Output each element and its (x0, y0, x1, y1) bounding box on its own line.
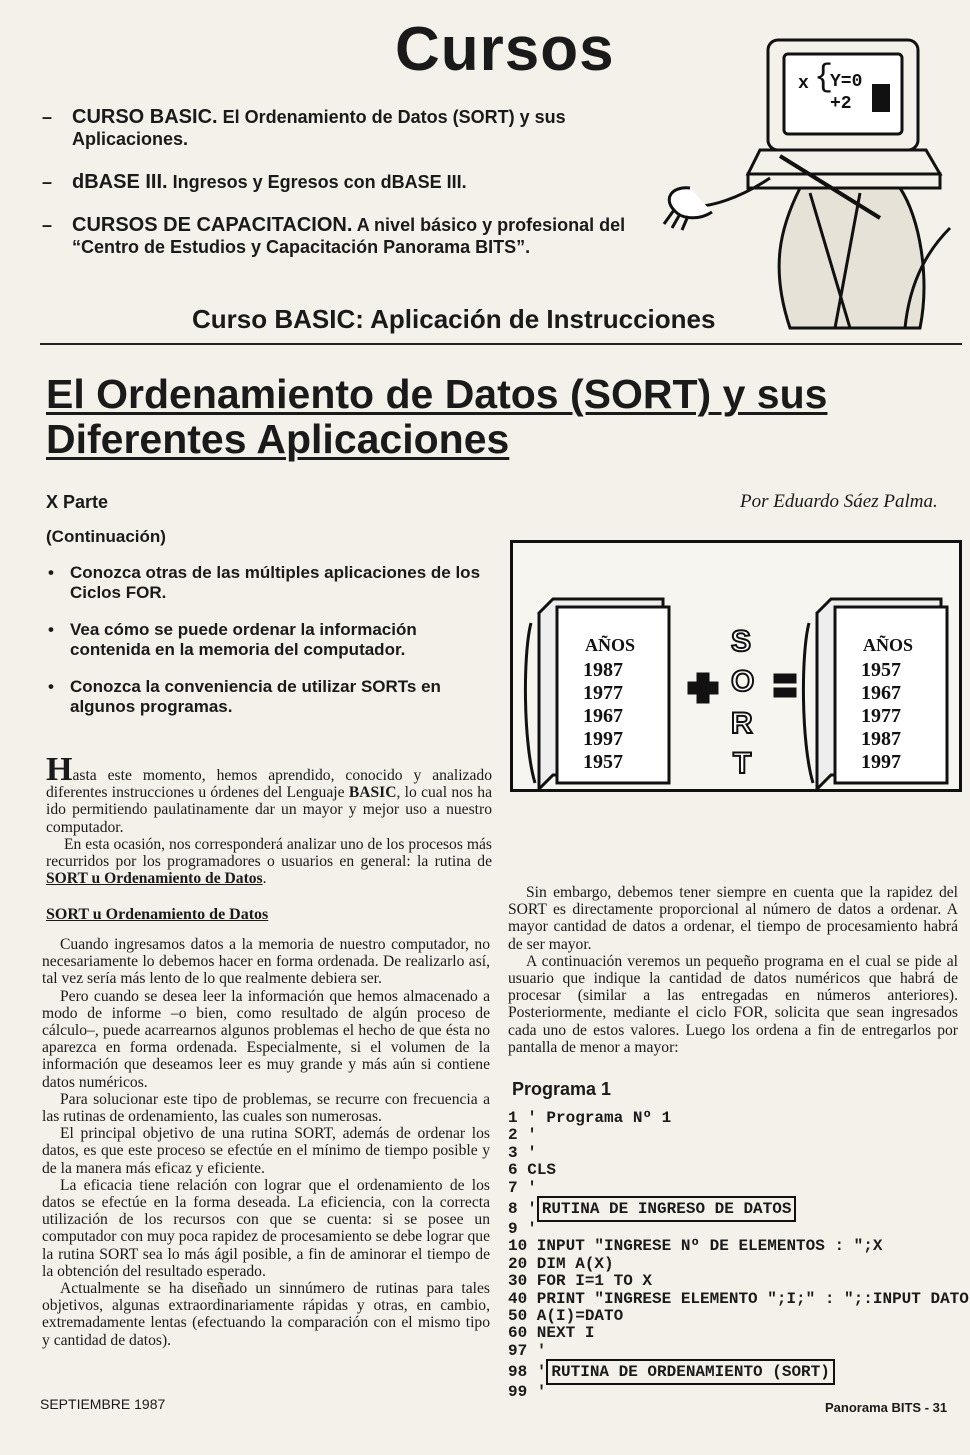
code-line (508, 1384, 969, 1401)
code-line (508, 1273, 969, 1290)
line-number: 40 (508, 1289, 528, 1308)
paragraph: Actualmente se ha diseñado un sinnúmero de rutinas para tales objetivos, algunas extraordinariamente rápidas y otras, en cambio, extremadamente lentas (efectuando la comparación con el mismo tipo y cantidad de datos). (42, 1280, 490, 1349)
sort-letter: T (733, 747, 752, 780)
code-line (508, 1291, 969, 1308)
left-year: 1997 (583, 728, 623, 750)
line-number: 2 (508, 1126, 518, 1145)
line-code: ' Programa Nº 1 (517, 1109, 672, 1127)
intro-text: Hasta este momento, hemos aprendido, conocido y analizado diferentes instrucciones u órdenes del Lenguaje BASIC, lo cual nos ha ido permitiendo paulatinamente dar un mayor y mejor uso a nuestro computador. En esta ocasión, nos corresponderá analizar uno de los procesos más recurridos por los programadores o usuarios en general: la rutina de SORT u Ordenamiento de Datos. (46, 751, 492, 888)
toc-item-dbase: – dBASE III. Ingresos y Egresos con dBASE III. (42, 171, 467, 193)
sort-letter: R (731, 707, 753, 740)
code-line (508, 1180, 969, 1197)
code-line (508, 1127, 969, 1144)
paragraph: A continuación veremos un pequeño programa en el cual se pide al usuario que indique la cantidad de datos numéricos que habrá de procesar (similar a las entregadas en números anteriores). Posteriormente, mediante el ciclo FOR, solicita que sean ingresados cada uno de estos valores. Luego los ordena a fin de entregarlos por pantalla de menor a mayor: (508, 952, 958, 1056)
line-number: 1 (508, 1109, 518, 1127)
computer-man-illustration (660, 28, 960, 348)
screen-line2: +2 (830, 94, 852, 114)
line-code: ' (517, 1219, 537, 1238)
code-line (508, 1343, 969, 1360)
line-code: ' (517, 1143, 537, 1162)
sort-letter: O (731, 665, 755, 698)
right-year: 1987 (861, 728, 901, 750)
toc-text: A nivel básico y profesional del “Centro de Estudios y Capacitación Panorama BITS”. (72, 215, 626, 257)
code-line (508, 1145, 969, 1162)
left-year: 1967 (583, 705, 623, 727)
line-code: ' (527, 1383, 547, 1402)
right-header: AÑOS (863, 635, 914, 655)
line-code: PRINT "INGRESE ELEMENTO ";I;" : ";:INPUT DATO (527, 1289, 969, 1308)
line-code: FOR I=1 TO X (527, 1272, 653, 1291)
program-listing (508, 1110, 969, 1401)
line-code: A(I)=DATO (527, 1306, 624, 1325)
code-line (508, 1197, 969, 1221)
line-number: 8 (508, 1199, 518, 1218)
toc-lead: dBASE III. (72, 171, 168, 193)
toc-text: El Ordenamiento de Datos (SORT) y sus Aplicaciones. (72, 107, 566, 149)
toc-text: Ingresos y Egresos con dBASE III. (167, 172, 467, 192)
toc-lead: CURSO BASIC. (72, 106, 218, 128)
line-number: 3 (508, 1143, 518, 1162)
sort-diagram (513, 543, 959, 789)
article-title (46, 372, 827, 462)
line-code: ' (527, 1363, 547, 1382)
code-line (508, 1360, 969, 1384)
line-code: ' (517, 1178, 537, 1197)
list-item: • Conozca la conveniencia de utilizar SORTs en algunos programas. (48, 677, 441, 716)
screen-line1: Y=0 (830, 72, 863, 92)
line-code: NEXT I (527, 1324, 595, 1343)
line-number: 98 (508, 1363, 528, 1382)
left-year: 1977 (583, 682, 623, 704)
sort-letter: S (731, 625, 752, 658)
paragraph: Sin embargo, debemos tener siempre en cuenta que la rapidez del SORT es directamente proporcional al número de datos a ordenar. A mayor cantidad de datos a ordenar, el tiempo de procesamiento habrá de ser mayor. (508, 884, 958, 953)
toc-item-basic: – CURSO BASIC. El Ordenamiento de Datos (SORT) y sus Aplicaciones. (42, 106, 566, 149)
code-line (508, 1221, 969, 1238)
line-code: ' (517, 1126, 537, 1145)
sort-figure (510, 540, 962, 792)
line-number: 9 (508, 1219, 518, 1238)
paragraph: Cuando ingresamos datos a la memoria de nuestro computador, no necesariamente lo debemos hacer en forma ordenada. De realizarlo así, tal vez sería más lento de lo que realmente debiera ser. (42, 936, 490, 988)
code-line (508, 1162, 969, 1179)
part-label: X Parte (46, 492, 109, 512)
code-line (508, 1238, 969, 1255)
line-number: 20 (508, 1254, 528, 1273)
right-year: 1997 (861, 751, 901, 773)
paragraph: El principal objetivo de una rutina SORT, además de ordenar los datos, es que este proceso se efectúe en el mínimo de tiempo posible y de la manera más eficaz y eficiente. (42, 1125, 490, 1177)
right-year: 1977 (861, 705, 901, 727)
code-comment-box: RUTINA DE INGRESO DE DATOS (537, 1196, 797, 1222)
line-number: 6 (508, 1161, 518, 1180)
line-number: 99 (508, 1383, 528, 1402)
left-year: 1957 (583, 751, 623, 773)
section-heading: Curso BASIC: Aplicación de Instrucciones (192, 304, 716, 334)
left-year: 1987 (583, 659, 623, 681)
toc-lead: CURSOS DE CAPACITACION. (72, 214, 353, 236)
program-title: Programa 1 (512, 1079, 612, 1099)
inline-topic: SORT u Ordenamiento de Datos (46, 870, 263, 888)
footer-date: SEPTIEMBRE 1987 (40, 1396, 166, 1412)
footer-page: Panorama BITS - 31 (825, 1400, 948, 1415)
column-1-text (42, 936, 490, 1349)
code-line (508, 1308, 969, 1325)
left-header: AÑOS (585, 635, 636, 655)
paragraph: Para solucionar este tipo de problemas, se recurre con frecuencia a las rutinas de ordenamiento, las cuales son numerosas. (42, 1090, 490, 1126)
line-number: 60 (508, 1324, 528, 1343)
line-number: 30 (508, 1272, 528, 1291)
code-line (508, 1256, 969, 1273)
dropcap: H (46, 751, 73, 788)
line-code: DIM A(X) (527, 1254, 614, 1273)
column-2-text (508, 884, 958, 1056)
page-title: Cursos (395, 15, 615, 84)
toc-item-cursos: – CURSOS DE CAPACITACION. A nivel básico y profesional del “Centro de Estudios y Capacitación Panorama BITS”. (42, 214, 626, 257)
right-year: 1967 (861, 682, 901, 704)
code-line (508, 1325, 969, 1342)
line-number: 10 (508, 1237, 528, 1256)
svg-text:{: { (814, 59, 834, 96)
line-code: INPUT "INGRESE Nº DE ELEMENTOS : ";X (527, 1237, 883, 1256)
continuation-label: (Continuación) (46, 527, 166, 546)
article-title-line1: El Ordenamiento de Datos (SORT) y sus (46, 371, 828, 417)
line-number: 50 (508, 1306, 528, 1325)
line-code: ' (527, 1341, 547, 1360)
line-number: 97 (508, 1341, 528, 1360)
screen-var: x (798, 74, 809, 94)
subheading: SORT u Ordenamiento de Datos (46, 906, 269, 923)
list-item: • Conozca otras de las múltiples aplicaciones de los Ciclos FOR. (48, 563, 481, 602)
line-number: 7 (508, 1178, 518, 1197)
line-code: CLS (517, 1161, 557, 1180)
right-year: 1957 (861, 659, 901, 681)
author-byline: Por Eduardo Sáez Palma. (740, 491, 938, 512)
article-title-line2: Diferentes Aplicaciones (46, 416, 510, 462)
bullet-list (46, 563, 496, 734)
paragraph: La eficacia tiene relación con lograr que el ordenamiento de los datos se efectúe en la forma deseada. La eficiencia, con la correcta utilización de los recursos con que se cuenta: si se posee un computador con muy poca rapidez de procesamiento se debe lograr que la rutina SORT sea lo más ágil posible, a fin de aminorar el tiempo de la obtención del resultado esperado. (42, 1176, 490, 1280)
line-code: ' (517, 1199, 537, 1218)
code-comment-box: RUTINA DE ORDENAMIENTO (SORT) (546, 1359, 834, 1385)
code-line (508, 1110, 969, 1127)
paragraph: Pero cuando se desea leer la información que hemos almacenado a modo de informe –o bien, como resultado de algún proceso de cálculo–, puede acarrearnos algunos problemas el hecho de que ésta no aparezca en forma ordenada. Especialmente, si el volumen de la información que deseamos leer es muy grande y más aún si contiene datos numéricos. (42, 987, 490, 1091)
list-item: • Vea cómo se puede ordenar la información contenida en la memoria del computador. (48, 620, 417, 659)
